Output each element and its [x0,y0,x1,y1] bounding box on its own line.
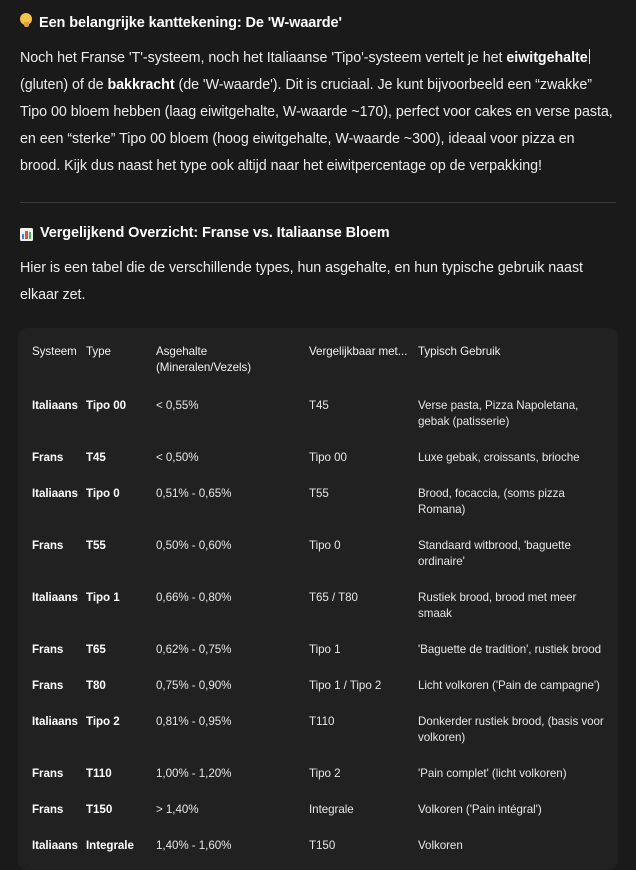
cell-type: T80 [86,679,106,692]
callout-bold-eiwitgehalte: eiwitgehalte [506,50,588,66]
cell-type: Tipo 1 [86,591,120,604]
cell-asgehalte: 0,62% - 0,75% [156,643,232,656]
cell-asgehalte: 0,50% - 0,60% [156,539,232,552]
callout-text-part2: (gluten) of de [20,77,108,93]
cell-gebruik: Volkoren [418,839,463,852]
cell-vergelijkbaar: Integrale [309,803,354,816]
table-row [18,792,618,828]
table-row [18,704,618,756]
cell-systeem: Frans [32,539,64,552]
comparison-table [18,328,618,864]
cell-gebruik: 'Baguette de tradition', rustiek brood [418,643,601,656]
cell-systeem: Frans [32,679,64,692]
cell-vergelijkbaar: Tipo 1 [309,643,341,656]
cell-type: T45 [86,451,106,464]
cell-systeem: Frans [32,803,64,816]
cell-systeem: Frans [32,643,64,656]
table-row [18,632,618,668]
cell-systeem: Frans [32,451,64,464]
cell-systeem: Italiaans [32,715,78,728]
cell-vergelijkbaar: T45 [309,399,329,412]
cell-gebruik: Luxe gebak, croissants, brioche [418,451,580,464]
cell-asgehalte: 0,66% - 0,80% [156,591,232,604]
callout-text-part1: Noch het Franse 'T'-systeem, noch het Italiaanse 'Tipo'-systeem vertelt je het [20,50,507,66]
cell-gebruik: Verse pasta, Pizza Napoletana, gebak (patisserie) [418,399,579,428]
table-row [18,528,618,580]
table-row [18,756,618,792]
column-header-asgehalte: Asgehalte (Mineralen/Vezels) [156,345,252,374]
cell-gebruik: Brood, focaccia, (soms pizza Romana) [418,487,565,516]
table-row [18,668,618,704]
cell-systeem: Italiaans [32,591,78,604]
table-body [18,388,618,864]
bar-chart-icon [20,228,33,241]
cell-vergelijkbaar: Tipo 2 [309,767,341,780]
cell-asgehalte: 0,75% - 0,90% [156,679,232,692]
column-header-gebruik: Typisch Gebruik [418,345,501,358]
callout-bold-bakkracht: bakkracht [107,77,175,93]
cell-vergelijkbaar: T110 [309,715,335,728]
cell-asgehalte: 1,00% - 1,20% [156,767,232,780]
table-row [18,440,618,476]
cell-gebruik: Standaard witbrood, 'baguette ordinaire' [418,539,571,568]
divider-spacer [0,203,636,225]
cell-type: T150 [86,803,113,816]
callout-heading-text: Een belangrijke kanttekening: De 'W-waarde' [39,15,342,31]
column-header-vergelijkbaar: Vergelijkbaar met... [309,345,408,358]
cell-asgehalte: 1,40% - 1,60% [156,839,232,852]
cell-asgehalte: 0,51% - 0,65% [156,487,232,500]
table-header-row [18,328,618,388]
table-section-heading-text: Vergelijkend Overzicht: Franse vs. Italiaanse Bloem [40,225,390,241]
cell-gebruik: Rustiek brood, brood met meer smaak [418,591,577,620]
cell-vergelijkbaar: T65 / T80 [309,591,358,604]
cell-gebruik: Volkoren ('Pain intégral') [418,803,542,816]
cell-asgehalte: 0,81% - 0,95% [156,715,232,728]
table-row [18,828,618,864]
callout-heading [0,0,636,31]
cell-systeem: Italiaans [32,487,78,500]
callout-paragraph [0,45,636,180]
cell-gebruik: 'Pain complet' (licht volkoren) [418,767,567,780]
table-row [18,476,618,528]
column-header-type: Type [86,345,111,358]
cell-gebruik: Licht volkoren ('Pain de campagne') [418,679,600,692]
callout-text-part3: (de 'W-waarde'). Dit is cruciaal. Je kunt bijvoorbeeld een “zwakke” Tipo 00 bloem hebben (laag eiwitgehalte, W-waarde ~170), perfect voor cakes en verse pasta, en een “sterke” Tipo 00 bloem (hoog eiwitgehalte, W-waarde ~300), ideaal voor pizza en brood. Kijk dus naast het type ook altijd naar het eiwitpercentage op de verpakking! [20,77,613,174]
table-row [18,580,618,632]
cell-systeem: Italiaans [32,399,78,412]
table-row [18,388,618,440]
cell-vergelijkbaar: Tipo 00 [309,451,347,464]
cell-gebruik: Donkerder rustiek brood, (basis voor volkoren) [418,715,604,744]
table-header [18,328,618,388]
text-caret [589,49,590,64]
lightbulb-icon [20,13,32,30]
column-header-systeem: Systeem [32,345,77,358]
cell-type: T110 [86,767,112,780]
table-intro-paragraph: Hier is een tabel die de verschillende types, hun asgehalte, en hun typische gebruik naast elkaar zet. [20,260,583,303]
table-section-heading [0,225,636,241]
cell-type: T65 [86,643,106,656]
cell-systeem: Italiaans [32,839,78,852]
cell-systeem: Frans [32,767,64,780]
cell-vergelijkbaar: T150 [309,839,336,852]
cell-type: Integrale [86,839,134,852]
cell-vergelijkbaar: Tipo 0 [309,539,341,552]
cell-type: Tipo 00 [86,399,127,412]
cell-asgehalte: < 0,50% [156,451,199,464]
cell-vergelijkbaar: Tipo 1 / Tipo 2 [309,679,382,692]
cell-type: T55 [86,539,106,552]
cell-asgehalte: < 0,55% [156,399,199,412]
cell-asgehalte: > 1,40% [156,803,199,816]
comparison-table-panel [18,328,618,870]
cell-type: Tipo 2 [86,715,120,728]
cell-type: Tipo 0 [86,487,120,500]
cell-vergelijkbaar: T55 [309,487,329,500]
